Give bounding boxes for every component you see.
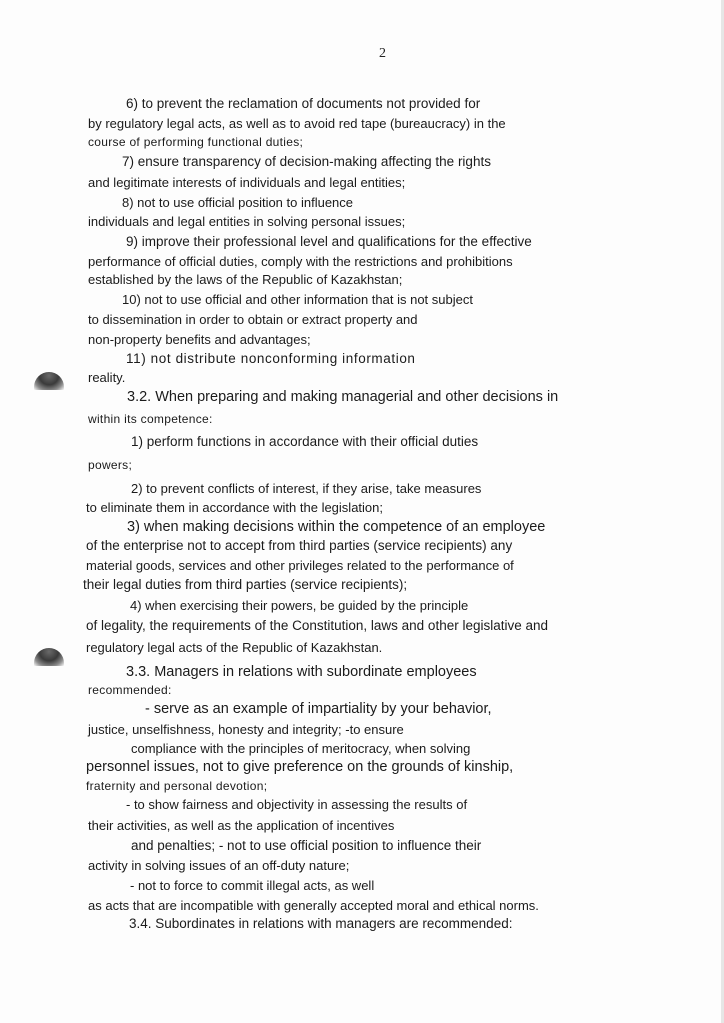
text-line: performance of official duties, comply with the restrictions and prohibitions bbox=[88, 254, 513, 269]
text-line: regulatory legal acts of the Republic of Kazakhstan. bbox=[86, 640, 383, 655]
text-line: 9) improve their professional level and qualifications for the effective bbox=[126, 234, 532, 249]
text-line: reality. bbox=[88, 370, 126, 385]
text-line: their activities, as well as the application of incentives bbox=[88, 818, 395, 833]
text-line: 10) not to use official and other information that is not subject bbox=[122, 292, 473, 307]
text-line: - to show fairness and objectivity in assessing the results of bbox=[126, 797, 468, 812]
text-line: recommended: bbox=[88, 683, 172, 697]
text-line: course of performing functional duties; bbox=[88, 135, 304, 149]
text-line: as acts that are incompatible with generally accepted moral and ethical norms. bbox=[88, 898, 539, 913]
punch-hole-mark bbox=[34, 372, 64, 390]
punch-hole-mark bbox=[34, 648, 64, 666]
page-number: 2 bbox=[379, 46, 386, 61]
text-line: 4) when exercising their powers, be guided by the principle bbox=[130, 598, 469, 613]
text-line: established by the laws of the Republic of Kazakhstan; bbox=[88, 272, 403, 287]
text-line: by regulatory legal acts, as well as to avoid red tape (bureaucracy) in the bbox=[88, 116, 506, 131]
text-line: non-property benefits and advantages; bbox=[88, 332, 311, 347]
text-line: 6) to prevent the reclamation of documents not provided for bbox=[126, 96, 481, 111]
text-line: to eliminate them in accordance with the legislation; bbox=[86, 500, 383, 515]
text-line: 11) not distribute nonconforming information bbox=[126, 351, 416, 366]
text-line: and legitimate interests of individuals and legal entities; bbox=[88, 175, 406, 190]
text-line: 3) when making decisions within the competence of an employee bbox=[127, 519, 546, 535]
text-line: - not to force to commit illegal acts, as well bbox=[130, 878, 375, 893]
text-line: and penalties; - not to use official position to influence their bbox=[131, 838, 482, 853]
text-line: powers; bbox=[88, 458, 133, 472]
text-line: within its competence: bbox=[88, 412, 213, 426]
text-line: of legality, the requirements of the Constitution, laws and other legislative and bbox=[86, 618, 549, 633]
text-line: individuals and legal entities in solving personal issues; bbox=[88, 214, 406, 229]
text-line: justice, unselfishness, honesty and integrity; -to ensure bbox=[88, 722, 404, 737]
text-line: of the enterprise not to accept from third parties (service recipients) any bbox=[86, 538, 513, 553]
section-heading-3-3: 3.3. Managers in relations with subordinate employees bbox=[126, 664, 477, 680]
text-line: their legal duties from third parties (service recipients); bbox=[83, 577, 408, 592]
text-line: - serve as an example of impartiality by your behavior, bbox=[145, 701, 492, 717]
text-line: personnel issues, not to give preference on the grounds of kinship, bbox=[86, 759, 514, 775]
text-line: 2) to prevent conflicts of interest, if they arise, take measures bbox=[131, 481, 482, 496]
text-line: 8) not to use official position to influence bbox=[122, 195, 354, 210]
text-line: fraternity and personal devotion; bbox=[86, 779, 268, 793]
text-line: activity in solving issues of an off-duty nature; bbox=[88, 858, 350, 873]
section-heading-3-2: 3.2. When preparing and making managerial and other decisions in bbox=[127, 389, 559, 405]
text-line: material goods, services and other privileges related to the performance of bbox=[86, 558, 514, 573]
text-line: 7) ensure transparency of decision-making affecting the rights bbox=[122, 154, 491, 169]
text-line: to dissemination in order to obtain or extract property and bbox=[88, 312, 418, 327]
text-line: compliance with the principles of meritocracy, when solving bbox=[131, 741, 471, 756]
text-line: 1) perform functions in accordance with their official duties bbox=[131, 434, 479, 449]
section-heading-3-4: 3.4. Subordinates in relations with managers are recommended: bbox=[129, 916, 513, 931]
